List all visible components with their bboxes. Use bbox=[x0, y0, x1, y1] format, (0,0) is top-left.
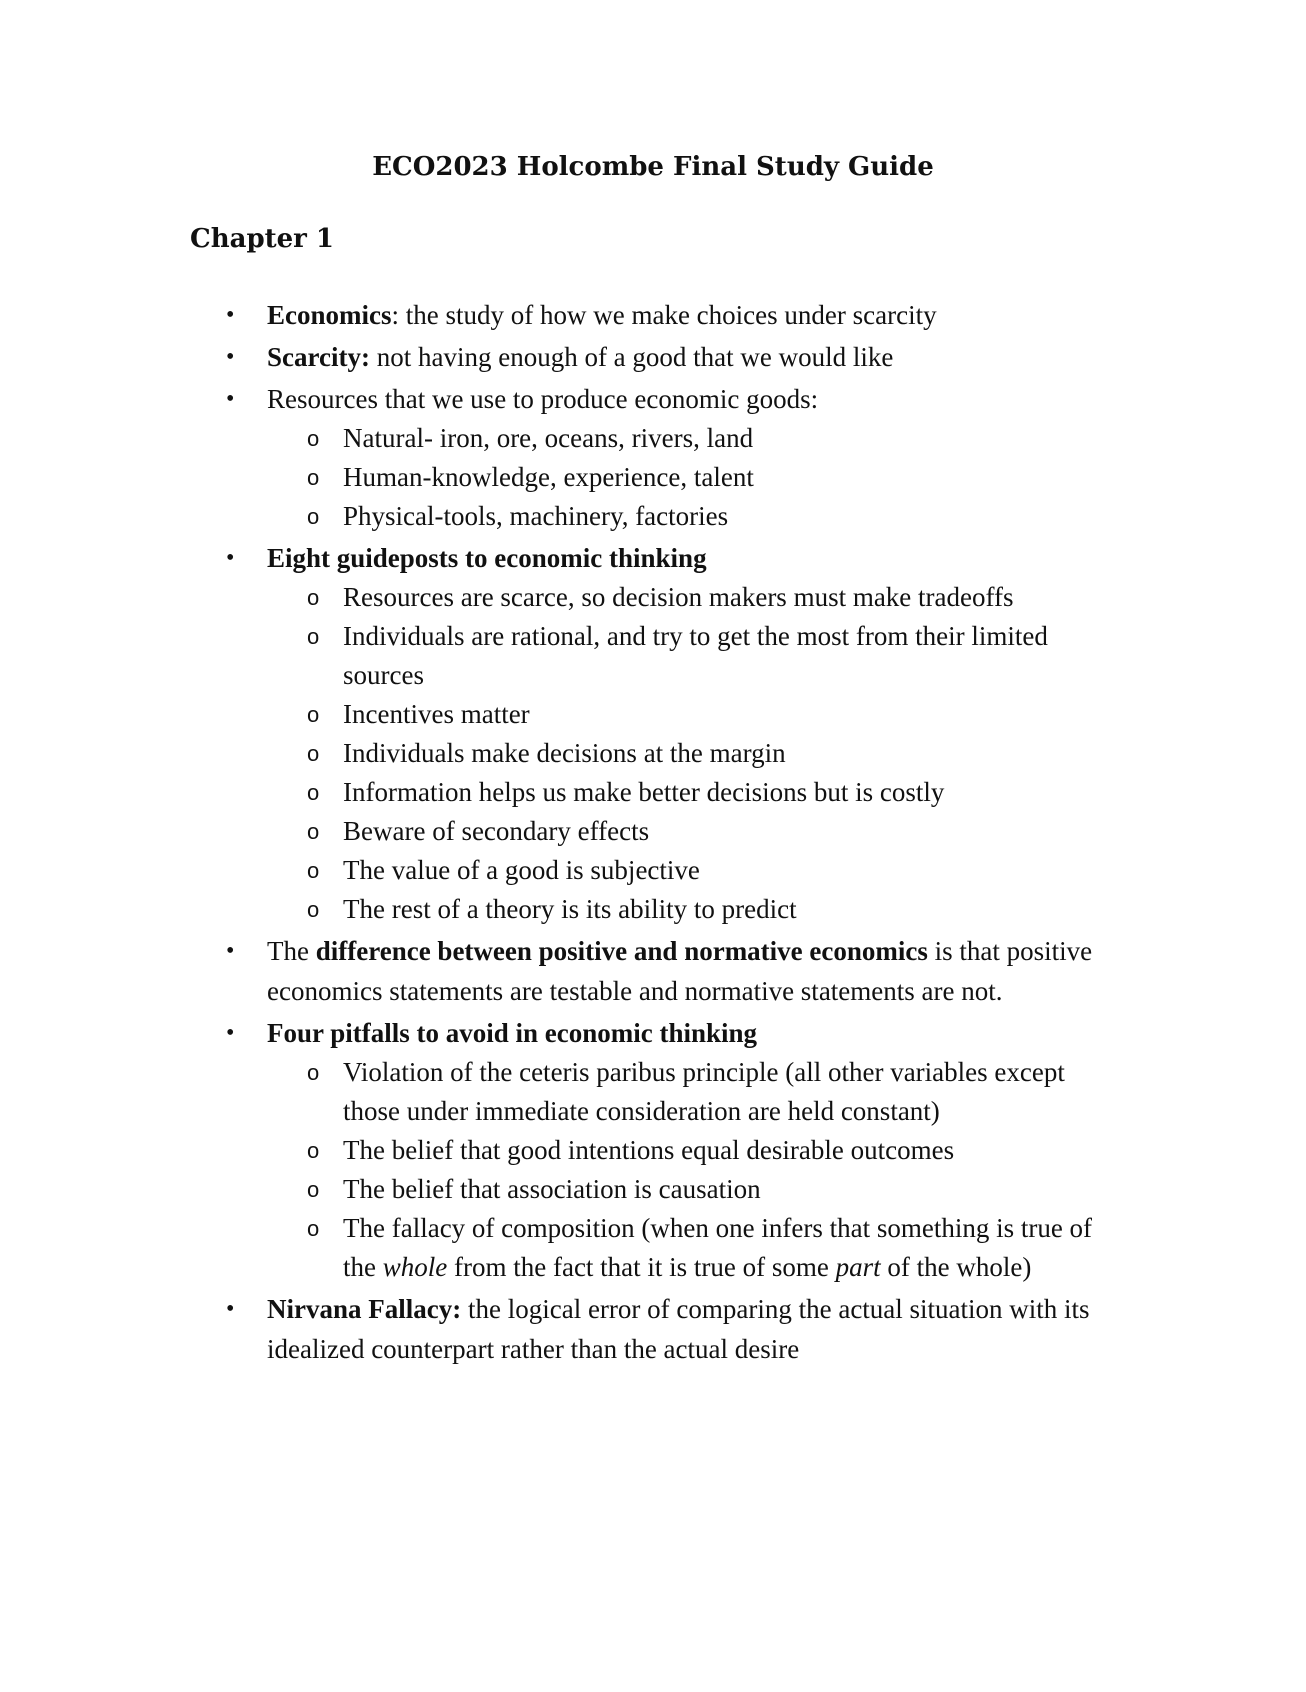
sub-list-item bbox=[307, 419, 1093, 458]
guideposts-heading: Eight guideposts to economic thinking bbox=[267, 543, 707, 573]
resources-text: Resources that we use to produce economic goods: bbox=[267, 384, 819, 414]
term-nirvana: Nirvana Fallacy: bbox=[267, 1294, 462, 1324]
circle-bullet-icon: o bbox=[307, 780, 320, 805]
circle-bullet-icon: o bbox=[307, 465, 320, 490]
sub-list-item bbox=[307, 497, 1093, 536]
bullet-icon: • bbox=[226, 302, 235, 328]
bullet-icon: • bbox=[226, 386, 235, 412]
bullet-icon: • bbox=[226, 545, 235, 571]
sub-list-item bbox=[307, 617, 1093, 695]
sub-item-text: Information helps us make better decisions but is costly bbox=[343, 777, 945, 807]
pitfalls-sub-list bbox=[267, 1053, 1107, 1287]
sub-list-item bbox=[307, 773, 1093, 812]
composition-text-1: The fallacy of composition (when one infers that something is true of the bbox=[343, 1213, 1093, 1282]
sub-item-text: Violation of the ceteris paribus principle (all other variables except those under immediate consideration are held constant) bbox=[343, 1057, 1065, 1126]
chapter-content bbox=[0, 295, 1306, 1371]
circle-bullet-icon: o bbox=[307, 819, 320, 844]
term-economics: Economics bbox=[267, 300, 392, 330]
circle-bullet-icon: o bbox=[307, 702, 320, 727]
sub-item-text: Beware of secondary effects bbox=[343, 816, 650, 846]
bullet-icon: • bbox=[226, 938, 235, 964]
circle-bullet-icon: o bbox=[307, 1177, 320, 1202]
sub-item-text: The belief that good intentions equal desirable outcomes bbox=[343, 1135, 955, 1165]
circle-bullet-icon: o bbox=[307, 1138, 320, 1163]
circle-bullet-icon: o bbox=[307, 624, 320, 649]
chapter-heading: Chapter 1 bbox=[190, 224, 335, 254]
term-positive-normative: difference between positive and normative economics bbox=[315, 936, 928, 966]
sub-item-text: The belief that association is causation bbox=[343, 1174, 761, 1204]
sub-list-item bbox=[307, 851, 1093, 890]
circle-bullet-icon: o bbox=[307, 585, 320, 610]
sub-list-item bbox=[307, 695, 1093, 734]
definition-economics: : the study of how we make choices under scarcity bbox=[391, 300, 937, 330]
circle-bullet-icon: o bbox=[307, 1216, 320, 1241]
definition-nirvana: the logical error of comparing the actual situation with its idealized counterpart rather than the actual desire bbox=[267, 1294, 1090, 1364]
sub-list-item bbox=[307, 578, 1093, 617]
sub-list-item-composition bbox=[307, 1209, 1093, 1287]
list-item-scarcity bbox=[0, 337, 1107, 377]
sub-item-text: Physical-tools, machinery, factories bbox=[343, 501, 729, 531]
pitfalls-heading: Four pitfalls to avoid in economic thinking bbox=[267, 1018, 758, 1048]
list-item-resources bbox=[0, 379, 1107, 536]
circle-bullet-icon: o bbox=[307, 897, 320, 922]
composition-text-3: of the whole) bbox=[880, 1252, 1032, 1282]
definition-scarcity: not having enough of a good that we would like bbox=[369, 342, 894, 372]
sub-item-text: The value of a good is subjective bbox=[343, 855, 700, 885]
sub-list-item bbox=[307, 458, 1093, 497]
sub-item-text: Human-knowledge, experience, talent bbox=[343, 462, 754, 492]
list-item-guideposts bbox=[0, 538, 1107, 929]
sub-item-text: Incentives matter bbox=[343, 699, 530, 729]
circle-bullet-icon: o bbox=[307, 741, 320, 766]
term-scarcity: Scarcity: bbox=[267, 342, 370, 372]
list-item-pitfalls bbox=[0, 1013, 1107, 1287]
sub-list-item bbox=[307, 734, 1093, 773]
main-bullet-list bbox=[0, 295, 1306, 1369]
positive-normative-prefix: The bbox=[267, 936, 316, 966]
list-item-positive-normative bbox=[0, 931, 1107, 1011]
list-item-nirvana bbox=[0, 1289, 1107, 1369]
circle-bullet-icon: o bbox=[307, 1060, 320, 1085]
sub-list-item bbox=[307, 1131, 1093, 1170]
resources-sub-list bbox=[267, 419, 1107, 536]
sub-item-text: The rest of a theory is its ability to predict bbox=[343, 894, 797, 924]
list-item-economics bbox=[0, 295, 1107, 335]
guideposts-sub-list bbox=[267, 578, 1107, 929]
bullet-icon: • bbox=[226, 344, 235, 370]
sub-item-text: Resources are scarce, so decision makers must make tradeoffs bbox=[343, 582, 1014, 612]
circle-bullet-icon: o bbox=[307, 858, 320, 883]
sub-list-item bbox=[307, 1053, 1093, 1131]
sub-list-item bbox=[307, 1170, 1093, 1209]
definition-positive-normative: is that positive economics statements are testable and normative statements are not. bbox=[267, 936, 1093, 1006]
sub-item-text: Natural- iron, ore, oceans, rivers, land bbox=[343, 423, 754, 453]
circle-bullet-icon: o bbox=[307, 426, 320, 451]
document-title: ECO2023 Holcombe Final Study Guide bbox=[372, 152, 934, 182]
bullet-icon: • bbox=[226, 1296, 235, 1322]
composition-part-italic: part bbox=[835, 1252, 881, 1282]
sub-item-text: Individuals make decisions at the margin bbox=[343, 738, 786, 768]
sub-item-text: Individuals are rational, and try to get the most from their limited sources bbox=[343, 621, 1048, 690]
circle-bullet-icon: o bbox=[307, 504, 320, 529]
bullet-icon: • bbox=[226, 1020, 235, 1046]
sub-list-item bbox=[307, 890, 1093, 929]
sub-list-item bbox=[307, 812, 1093, 851]
composition-text-2: from the fact that it is true of some bbox=[447, 1252, 836, 1282]
composition-whole-italic: whole bbox=[382, 1252, 448, 1282]
